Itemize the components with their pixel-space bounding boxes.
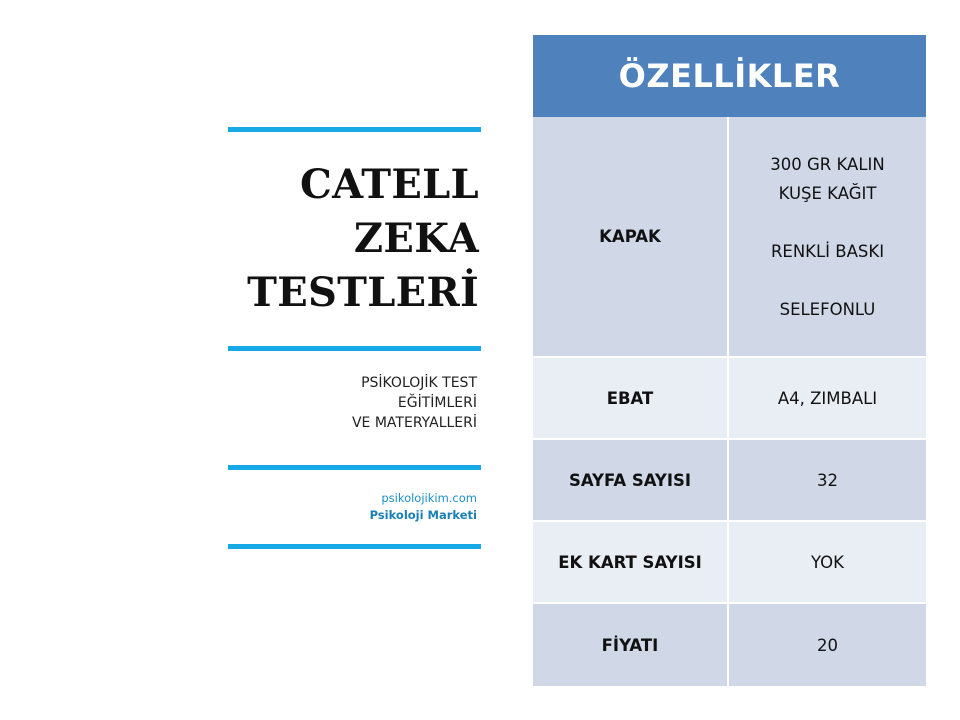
middle-divider bbox=[228, 346, 481, 351]
title-panel bbox=[228, 0, 481, 720]
website-link[interactable]: psikolojikim.com bbox=[381, 491, 477, 505]
page-title bbox=[226, 158, 479, 320]
subtitle bbox=[224, 373, 477, 433]
row-label: FİYATI bbox=[533, 604, 729, 686]
title-line: ZEKA bbox=[353, 215, 479, 262]
table-row-price bbox=[533, 604, 926, 686]
top-divider bbox=[228, 127, 481, 132]
row-value: 20 bbox=[817, 635, 838, 655]
title-line: TESTLERİ bbox=[247, 269, 479, 316]
title-line: CATELL bbox=[300, 161, 479, 208]
lower-divider bbox=[228, 465, 481, 470]
table-header: ÖZELLİKLER bbox=[533, 35, 926, 117]
table-row-pages bbox=[533, 440, 926, 520]
subtitle-line: VE MATERYALLERİ bbox=[351, 415, 477, 431]
table-row-size bbox=[533, 358, 926, 438]
cover-value-line: 300 GR KALIN bbox=[770, 154, 885, 174]
subtitle-line: EĞİTİMLERİ bbox=[397, 395, 477, 411]
subtitle-line: PSİKOLOJİK TEST bbox=[361, 375, 477, 391]
row-value: 32 bbox=[817, 470, 838, 490]
cover-value-line: RENKLİ BASKI bbox=[770, 241, 885, 261]
row-label: KAPAK bbox=[533, 117, 729, 356]
website-block bbox=[224, 490, 477, 524]
row-label: EBAT bbox=[533, 358, 729, 438]
table-row-extra-cards bbox=[533, 522, 926, 602]
row-value: A4, ZIMBALI bbox=[777, 388, 878, 408]
brand-name: Psikoloji Marketi bbox=[369, 508, 477, 522]
row-label: EK KART SAYISI bbox=[533, 522, 729, 602]
row-value: YOK bbox=[811, 552, 844, 572]
row-label: SAYFA SAYISI bbox=[533, 440, 729, 520]
bottom-divider bbox=[228, 544, 481, 549]
row-value bbox=[729, 117, 926, 356]
table-row-cover bbox=[533, 117, 926, 356]
cover-value-line: SELEFONLU bbox=[779, 299, 876, 319]
cover-value-line: KUŞE KAĞIT bbox=[778, 183, 877, 203]
